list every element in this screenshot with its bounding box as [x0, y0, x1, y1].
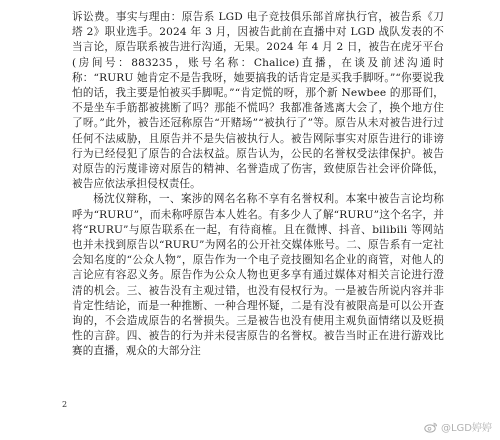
watermark-text: @LGD婷婷 [440, 423, 492, 434]
watermark [424, 419, 492, 434]
document-body [72, 10, 444, 360]
page-number: 2 [62, 400, 68, 409]
paragraph-plaintiff-claim: 诉讼费。事实与理由：原告系 LGD 电子竞技俱乐部首席执行官，被告系《刀塔 2》职业选手。2024 年 3 月，因被告此前在直播中对 LGD 战队发表的不当言论，原告联系被告进行沟通，无果。2024 年 4 月 2 日，被告在虎牙平台(房间号：883235，账号名称：Chalice)直播，在谈及前述沟通时称：“RURU 她肯定不是告我呀，她要搞我的话肯定是买我手脚呀。”“你要说我怕的话，我主要是怕被买手脚呢。”“肯定慌的呀，那个新 Newbee 的那哥们，不是坐车手筋都被挑断了吗？那能不慌吗？我都准备逃离大会了，换个地方住了呀。”此外，被告还冠称原告“开赌场”“被执行了”等。原告从未对被告进行过任何不法威胁，且原告并不是失信被执行人。被告网际事实对原告进行的诽谤行为已经侵犯了原告的合法权益。原告认为，公民的名誉权受法律保护。被告对原告的污蔑诽谤对原告的精神、名誉造成了伤害，致使原告社会评价降低，被告应依法承担侵权责任。 [72, 11, 444, 191]
weibo-icon [424, 421, 438, 433]
document-page [50, 0, 455, 440]
paragraph-defendant-defense: 杨沈仪辩称，一、案涉的网名名称不享有名誉权利。本案中被告言论均称呼为“RURU”，而未称呼原告本人姓名。有多少人了解“RURU”这个名字，并将“RURU”与原告联系在一起，有待商榷。且在微博、抖音、bilibili 等网站也并未找到原告以“RURU”为网名的公开社交媒体账号。二、原告系有一定社会知名度的“公众人物”，原告作为一个电子竞技圈知名企业的商管，对他人的言论应有容忍义务。原告作为公众人物也更多享有通过媒体对相关言论进行澄清的机会。三、被告没有主观过错，也没有侵权行为。一是被告所说内容并非肯定性结论，而是一种推断、一种合理怀疑，二是有没有被限高是可以公开查询的，不会造成原告的名誉损失。三是被告也没有使用主观负面情绪以及贬损性的言辞。四、被告的行为并未侵害原告的名誉权。被告当时正在进行游戏比赛的直播，观众的大部分注 [72, 193, 444, 358]
